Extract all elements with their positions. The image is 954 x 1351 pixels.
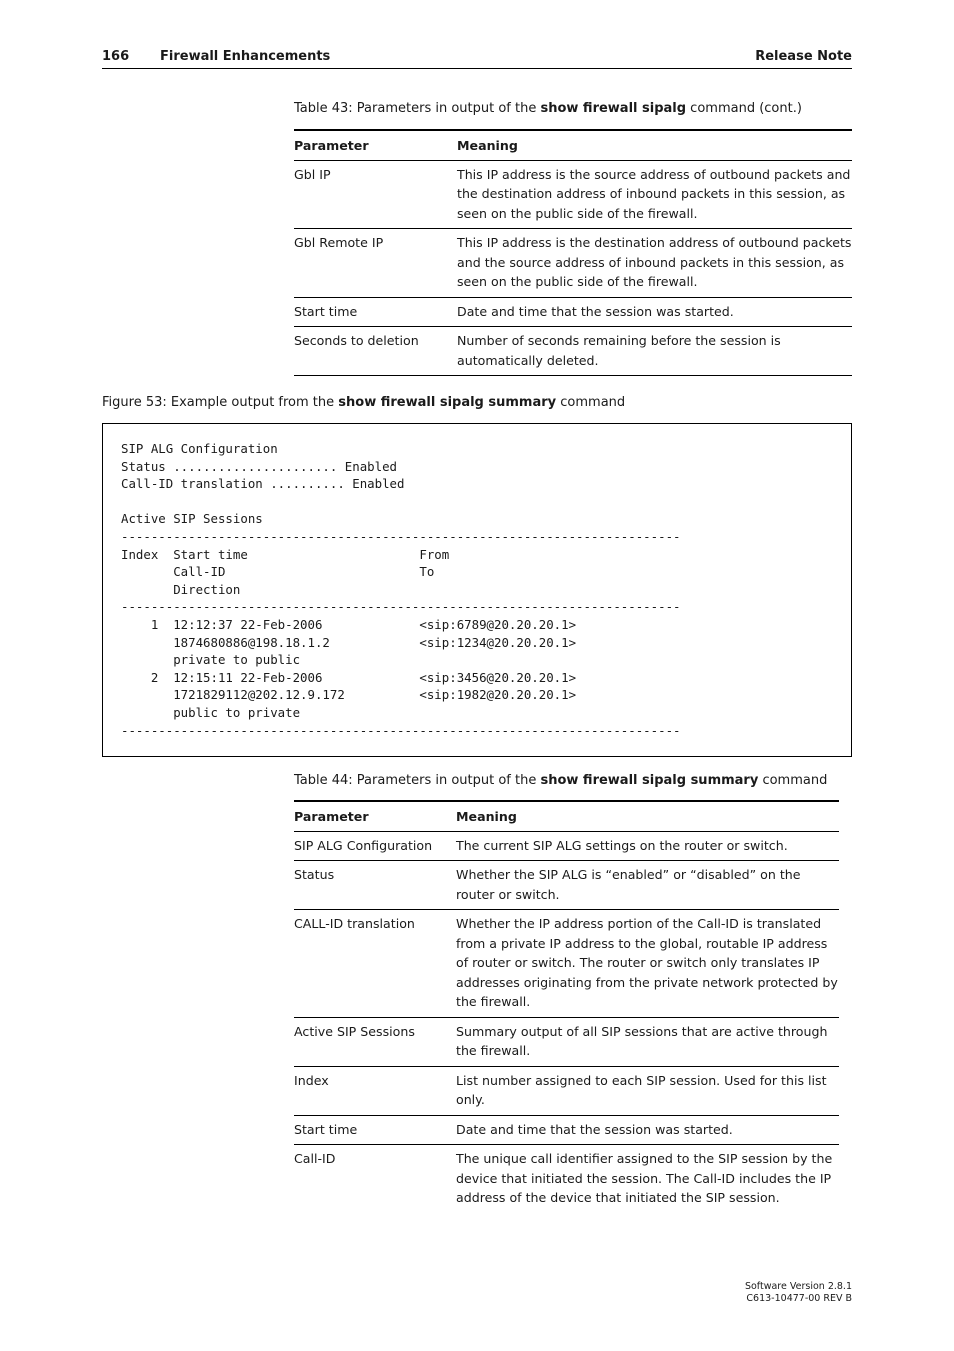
page-footer [745,1281,852,1305]
table-row [294,229,852,298]
table-44-caption [294,773,827,788]
table-row [294,160,852,229]
parameter-cell: Index [294,1066,456,1115]
caption-command: show firewall sipalg summary [338,395,557,410]
command-output-text: SIP ALG Configuration Status ...................... Enabled Call-ID translation .......... Enabled Active SIP Sessions --------------------------------------------------------------------------- Index Start time From Call-ID To Direction --------------------------------------------------------------------------- 1 12:12:37 22-Feb-2006 <sip:6789@20.20.20.1> 1874680886@198.18.1.2 <sip:1234@20.20.20.1> private to public 2 12:15:11 22-Feb-2006 <sip:3456@20.20.20.1> 1721829112@202.12.9.172 <sip:1982@20.20.20.1> public to private --------------------------------------------------------------------------- [121,441,681,738]
parameter-cell: Seconds to deletion [294,327,457,376]
meaning-cell: Whether the IP address portion of the Call-ID is translated from a private IP address to the global, routable IP address of router or switch. The router or switch only translates IP addresses originating from the private network protected by the firewall. [456,910,839,1018]
meaning-cell: Whether the SIP ALG is “enabled” or “disabled” on the router or switch. [456,861,839,910]
meaning-cell: The current SIP ALG settings on the router or switch. [456,831,839,861]
parameter-cell: SIP ALG Configuration [294,831,456,861]
table-row [294,910,839,1018]
table-row [294,861,839,910]
column-header-meaning: Meaning [456,801,839,831]
table-row [294,831,839,861]
caption-text: command [758,773,828,788]
meaning-cell: Date and time that the session was started. [457,297,852,327]
software-version: Software Version 2.8.1 [744,1281,852,1292]
table-row [294,1066,839,1115]
caption-text: command (cont.) [686,101,802,116]
table-row [294,327,852,376]
parameter-cell: Active SIP Sessions [294,1017,456,1066]
caption-text: Table 43: Parameters in output of the [294,101,541,116]
table-44 [294,800,839,1213]
table-43-caption [294,101,802,116]
column-header-meaning: Meaning [457,130,852,160]
meaning-cell: List number assigned to each SIP session. Used for this list only. [456,1066,839,1115]
meaning-cell: The unique call identifier assigned to the SIP session by the device that initiated the session. The Call-ID includes the IP address of the device that initiated the SIP session. [456,1151,833,1205]
meaning-cell: This IP address is the destination address of outbound packets and the source address of inbound packets in this session, as seen on the public side of the firewall. [457,229,852,298]
parameter-cell: Call-ID [294,1151,336,1166]
parameter-cell: Status [294,861,456,910]
parameter-cell: Start time [294,1115,456,1145]
column-header-parameter: Parameter [294,130,457,160]
parameter-cell: CALL-ID translation [294,910,456,1018]
meaning-cell: Number of seconds remaining before the session is automatically deleted. [457,327,852,376]
page-header [102,48,852,69]
figure-53-caption [102,395,625,410]
parameter-cell: Gbl IP [294,160,457,229]
caption-command: show firewall sipalg [540,101,687,116]
parameter-cell: Start time [294,297,457,327]
document-type: Release Note [755,49,852,64]
caption-text: command [556,395,626,410]
document-id: C613-10477-00 REV B [746,1293,852,1304]
caption-text: Figure 53: Example output from the [102,395,339,410]
table-row [294,1017,839,1066]
table-row [294,1115,839,1145]
caption-text: Table 44: Parameters in output of the [294,773,541,788]
meaning-cell: Summary output of all SIP sessions that are active through the firewall. [456,1017,839,1066]
meaning-cell: Date and time that the session was started. [456,1115,839,1145]
table-header-row [294,801,839,831]
page-number: 166 [102,49,130,64]
table-header-row [294,130,852,160]
parameter-cell: Gbl Remote IP [294,229,457,298]
caption-command: show firewall sipalg summary [540,773,759,788]
meaning-cell: This IP address is the source address of outbound packets and the destination address of inbound packets in this session, as seen on the public side of the firewall. [457,160,852,229]
command-output-box [102,423,852,757]
column-header-parameter: Parameter [294,801,456,831]
section-title: Firewall Enhancements [160,49,331,64]
table-43 [294,129,852,376]
table-row [294,1145,839,1213]
table-row [294,297,852,327]
